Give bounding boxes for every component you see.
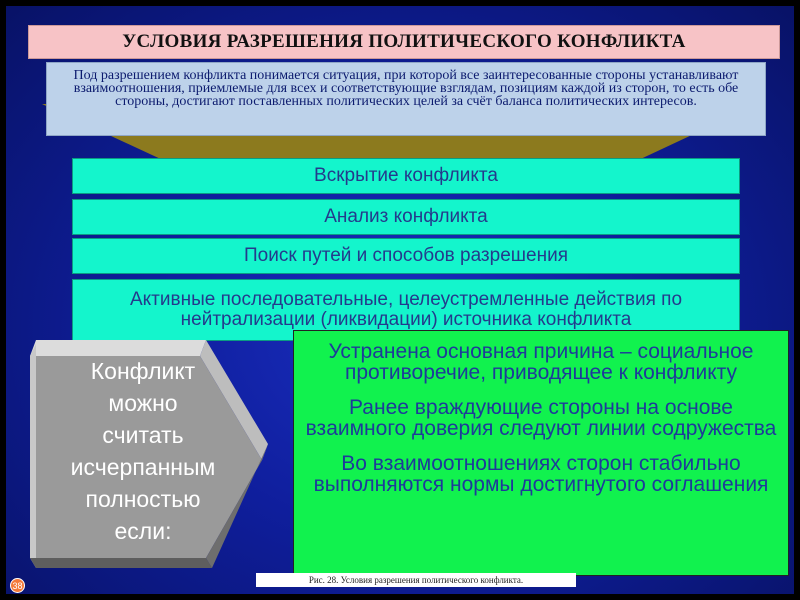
condition-line: исчерпанным: [70, 454, 216, 480]
step-reveal-conflict: Вскрытие конфликта: [72, 158, 740, 194]
slide-title: УСЛОВИЯ РАЗРЕШЕНИЯ ПОЛИТИЧЕСКОГО КОНФЛИКТА: [28, 25, 780, 59]
condition-line: можно: [108, 390, 178, 416]
definition-box: Под разрешением конфликта понимается ситуация, при которой все заинтересованные стороны устанавливают взаимоотношения, приемлемые для всех и соответствующие взглядам, позициям каждой из сторон, то есть обе стороны, достигают поставленных политических целей за счёт баланса политических интересов.: [46, 62, 766, 136]
condition-line: Конфликт: [90, 358, 196, 384]
figure-caption: Рис. 28. Условия разрешения политического конфликта.: [256, 573, 576, 587]
results-box: [293, 330, 789, 576]
result-mutual-trust: Ранее враждующие стороны на основе взаимного доверия следуют линии содружества: [305, 396, 777, 440]
condition-line: считать: [102, 422, 184, 448]
step-active-actions: Активные последовательные, целеустремленные действия по нейтрализации (ликвидации) источника конфликта: [72, 279, 740, 341]
condition-line: если:: [114, 518, 172, 544]
condition-text: [50, 355, 236, 551]
condition-line: полностью: [85, 486, 201, 512]
step-search-ways: Поиск путей и способов разрешения: [72, 238, 740, 274]
step-analyze-conflict: Анализ конфликта: [72, 199, 740, 235]
result-agreement-norms: Во взаимоотношениях сторон стабильно выполняются нормы достигнутого соглашения: [313, 452, 769, 496]
result-cause-removed: Устранена основная причина – социальное противоречие, приводящее к конфликту: [328, 340, 754, 384]
slide-number-badge: 38: [10, 578, 25, 593]
slide: [6, 6, 794, 594]
